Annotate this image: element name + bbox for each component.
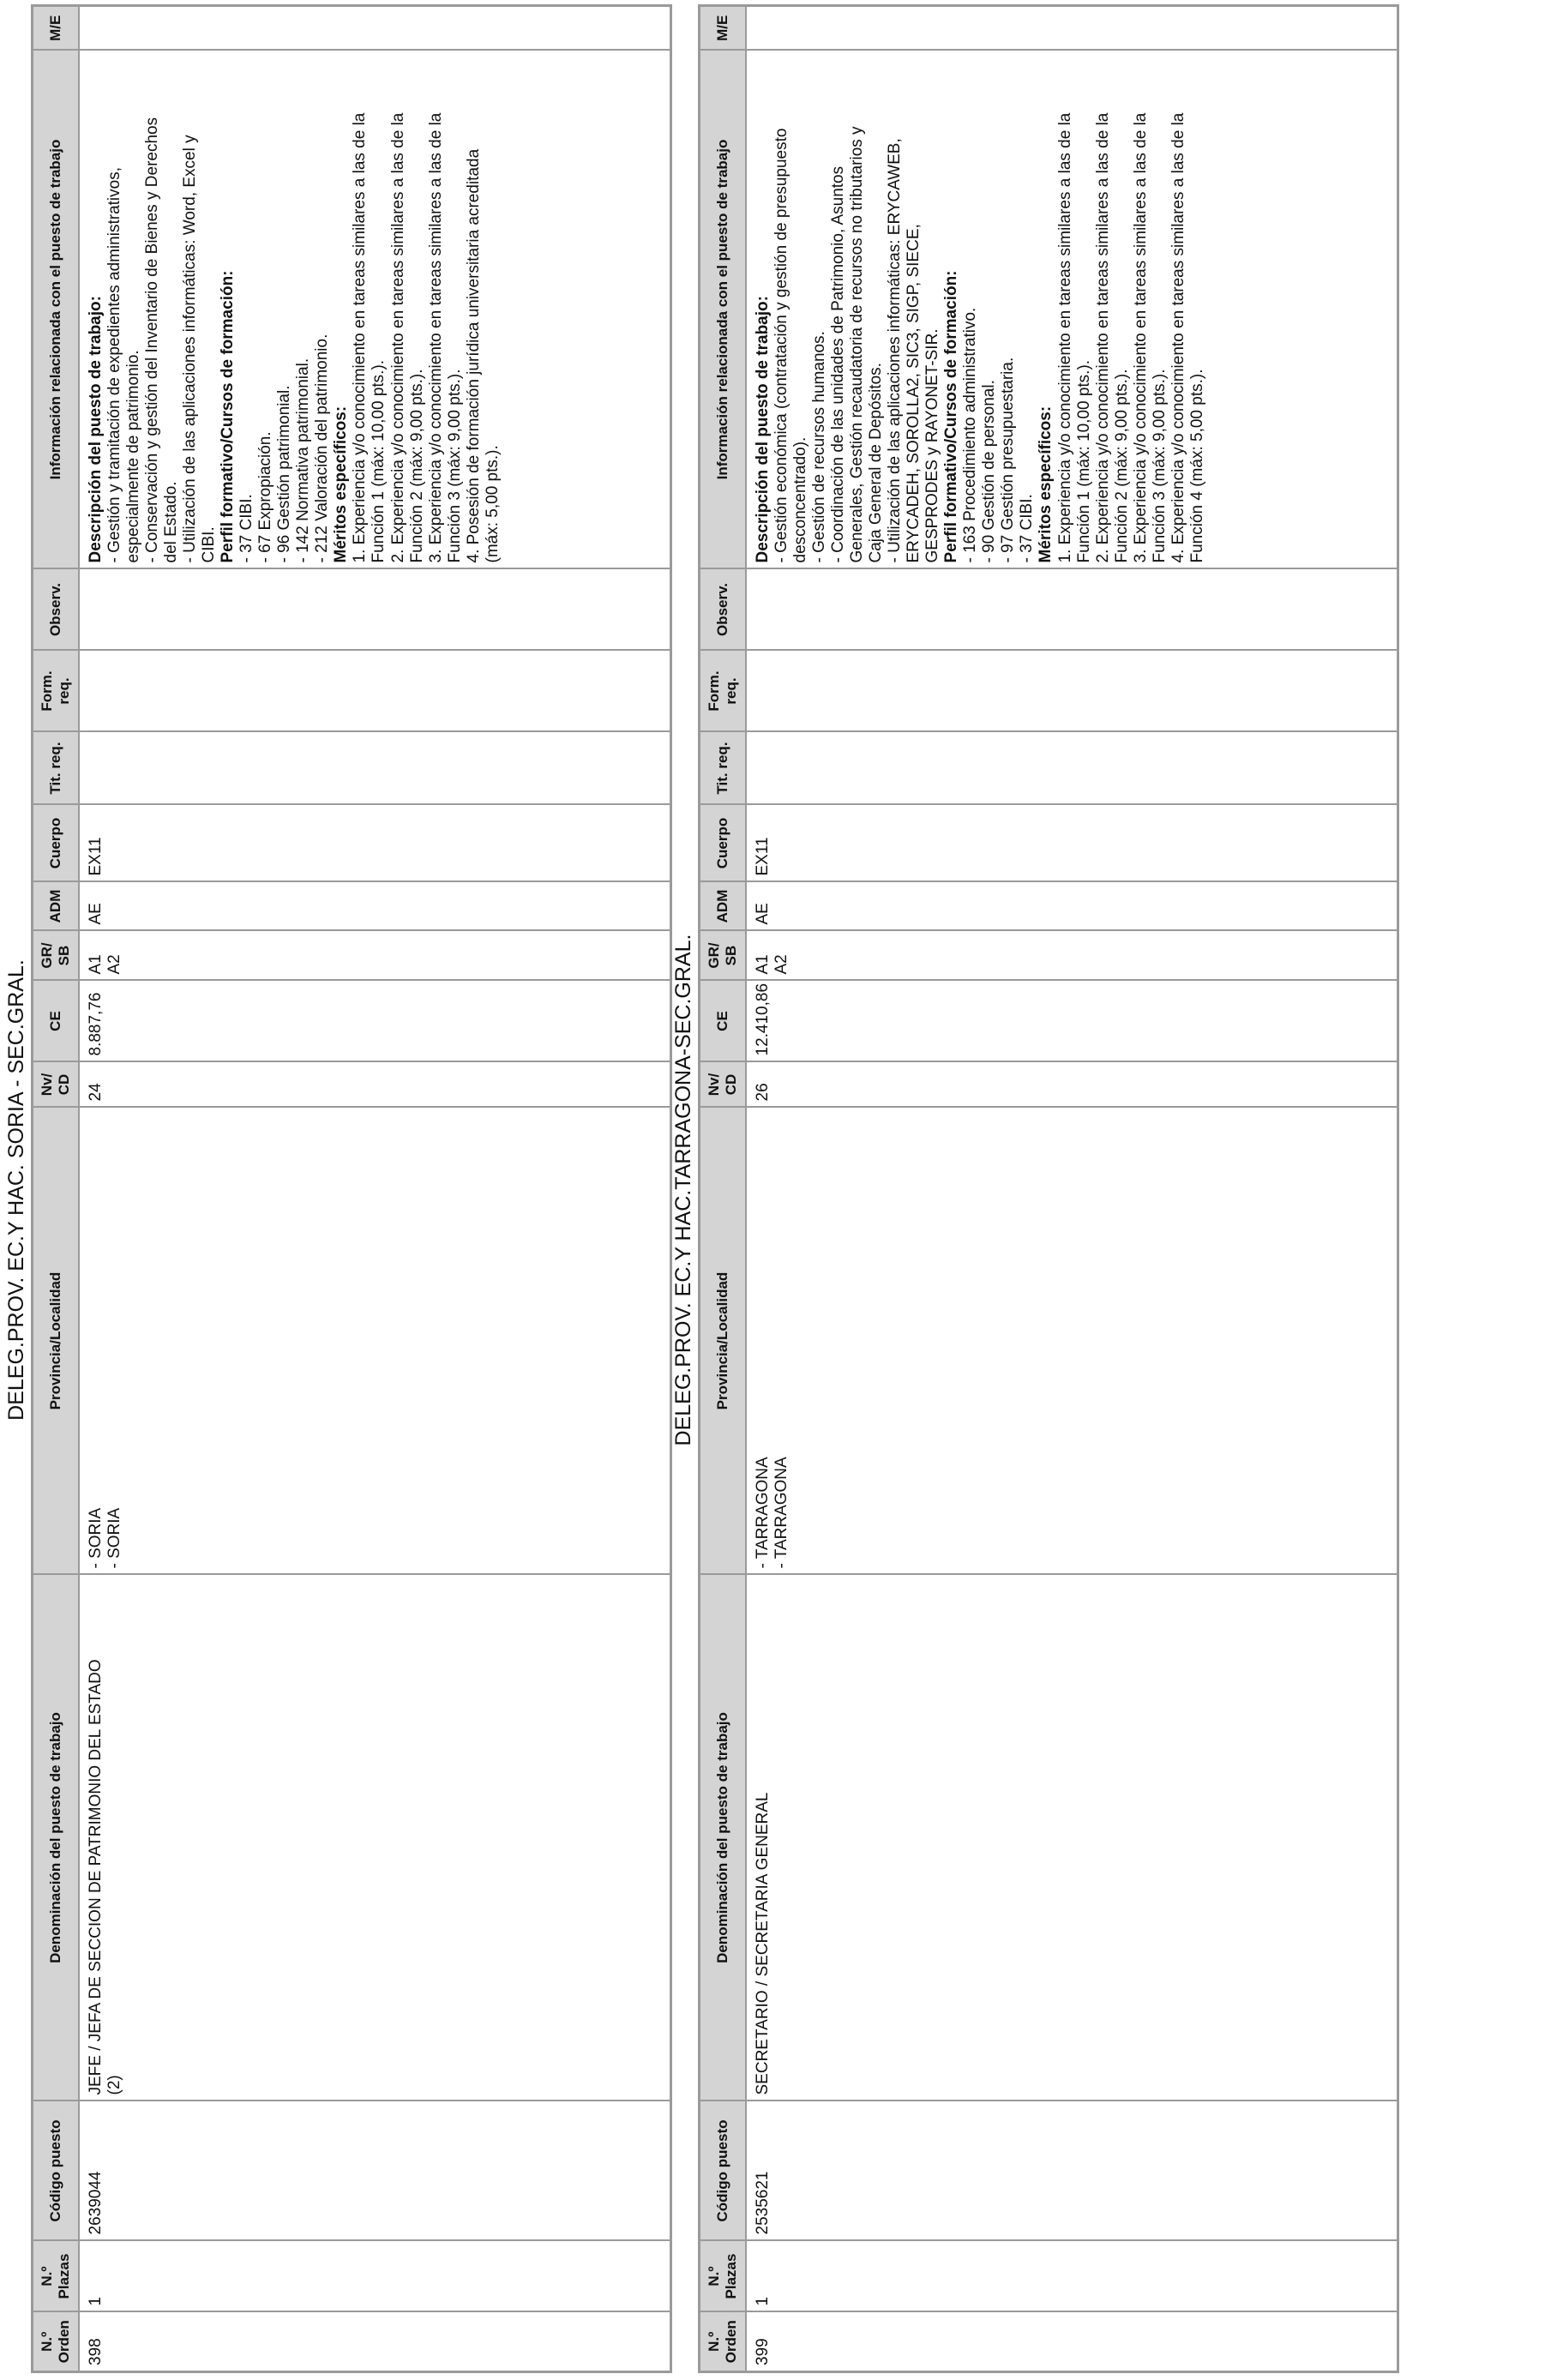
column-header: Form. req. <box>700 651 747 732</box>
info-line: - 96 Gestión patrimonial. <box>275 385 294 563</box>
info-line: - Coordinación de las unidades de Patrimonio, Asuntos <box>829 165 848 563</box>
observ-cell <box>746 569 1398 651</box>
form-req-cell <box>79 651 670 732</box>
column-header: GR/ SB <box>33 931 80 981</box>
info-cell <box>79 51 670 569</box>
info-line: - 142 Normativa patrimonial. <box>294 358 313 563</box>
denominacion-line: (2) <box>105 2075 124 2095</box>
info-line: Función 1 (máx: 10,00 pts.). <box>1074 359 1093 563</box>
column-header: ADM <box>33 882 80 931</box>
column-header: N.º Orden <box>33 2312 80 2372</box>
nivel-cell: 24 <box>79 1062 670 1108</box>
info-line: GESPRODES y RAYONET-SIR. <box>923 328 942 563</box>
header-row <box>33 6 80 2372</box>
tit-req-cell <box>746 732 1398 805</box>
adm-cell: AE <box>79 882 670 931</box>
info-line: (máx: 5,00 pts.). <box>483 445 502 563</box>
provincia-line: - TARRAGONA <box>754 1457 772 1569</box>
info-line: - Utilización de las aplicaciones informáticas: Word, Excel y <box>181 135 200 563</box>
info-line: ERYCADEH, SOROLLA2, SIC3, SIGP, SIECE, <box>905 224 923 563</box>
positions-table <box>31 4 672 2373</box>
column-header: CE <box>700 981 747 1062</box>
info-line: 4. Experiencia y/o conocimiento en tareas similares a las de la <box>1169 112 1187 563</box>
info-line: 2. Experiencia y/o conocimiento en tareas similares a las de la <box>1093 112 1112 563</box>
column-header: Código puesto <box>700 2101 747 2241</box>
plazas-cell: 1 <box>79 2241 670 2312</box>
column-header: GR/ SB <box>700 931 747 981</box>
positions-table <box>698 4 1399 2373</box>
ce-cell: 12.410,86 <box>746 981 1398 1062</box>
provincia-line: - TARRAGONA <box>772 1457 791 1569</box>
header-row <box>700 6 747 2372</box>
column-header: Provincia/Localidad <box>33 1108 80 1575</box>
plazas-cell: 1 <box>746 2241 1398 2312</box>
info-line: - Gestión de recursos humanos. <box>810 331 829 563</box>
info-line: - 67 Expropiación. <box>256 431 275 563</box>
column-header: Información relacionada con el puesto de trabajo <box>700 51 747 569</box>
grupo-line: A2 <box>772 954 791 975</box>
grupo-cell <box>746 931 1398 981</box>
section-title: DELEG.PROV. EC.Y HAC. SORIA - SEC.GRAL. <box>4 959 28 1421</box>
info-line: - 37 CIBI. <box>1018 494 1037 563</box>
info-heading: Descripción del puesto de trabajo: <box>754 296 772 563</box>
orden-cell: 399 <box>746 2312 1398 2372</box>
codigo-cell: 2535621 <box>746 2101 1398 2241</box>
me-cell <box>746 6 1398 51</box>
column-header: N.º Plazas <box>33 2241 80 2312</box>
info-heading: Descripción del puesto de trabajo: <box>87 296 105 563</box>
info-heading: Méritos específicos: <box>1037 406 1055 563</box>
denominacion-cell <box>746 1575 1398 2101</box>
info-line: - Utilización de las aplicaciones informáticas: ERYCAWEB, <box>886 138 905 563</box>
table-row <box>746 6 1398 2372</box>
info-line: especialmente de patrimonio. <box>124 350 143 563</box>
info-line: Función 2 (máx: 9,00 pts.). <box>1112 369 1131 563</box>
denominacion-line: SECRETARIO / SECRETARIA GENERAL <box>754 1792 772 2095</box>
tit-req-cell <box>79 732 670 805</box>
info-line: - 90 Gestión de personal. <box>980 380 999 563</box>
cuerpo-cell: EX11 <box>79 805 670 882</box>
provincia-cell <box>746 1108 1398 1575</box>
column-header: Denominación del puesto de trabajo <box>700 1575 747 2101</box>
column-header: Provincia/Localidad <box>700 1108 747 1575</box>
column-header: Tit. req. <box>33 732 80 805</box>
info-line: 4. Posesión de formación jurídica universitaria acreditada <box>464 148 483 563</box>
column-header: M/E <box>33 6 80 51</box>
column-header: Código puesto <box>33 2101 80 2241</box>
info-line: Función 1 (máx: 10,00 pts.). <box>370 359 388 563</box>
info-line: - 212 Valoración del patrimonio. <box>313 334 332 563</box>
grupo-line: A1 <box>87 954 105 975</box>
column-header: Información relacionada con el puesto de trabajo <box>33 51 80 569</box>
table-row <box>79 6 670 2372</box>
adm-cell: AE <box>746 882 1398 931</box>
info-line: 1. Experiencia y/o conocimiento en tareas similares a las de la <box>351 112 370 563</box>
info-line: Caja General de Depósitos. <box>867 363 886 563</box>
info-line: CIBI. <box>200 526 219 563</box>
column-header: N.º Orden <box>700 2312 747 2372</box>
info-line: - Gestión económica (contratación y gestión de presupuesto <box>772 128 791 563</box>
info-line: Generales, Gestión recaudatoria de recursos no tributarios y <box>848 126 867 563</box>
info-heading: Méritos específicos: <box>332 406 351 563</box>
info-line: - 163 Procedimiento administrativo. <box>961 307 980 563</box>
info-line: - Gestión y tramitación de expedientes administrativos, <box>105 167 124 563</box>
denominacion-line: JEFE / JEFA DE SECCION DE PATRIMONIO DEL ESTADO <box>87 1659 105 2095</box>
info-line: - Conservación y gestión del Inventario de Bienes y Derechos <box>143 117 162 563</box>
ce-cell: 8.887,76 <box>79 981 670 1062</box>
orden-cell: 398 <box>79 2312 670 2372</box>
column-header: Observ. <box>33 569 80 651</box>
column-header: Form. req. <box>33 651 80 732</box>
info-line: 1. Experiencia y/o conocimiento en tareas similares a las de la <box>1055 112 1074 563</box>
info-heading: Perfil formativo/Cursos de formación: <box>942 270 961 563</box>
column-header: Denominación del puesto de trabajo <box>33 1575 80 2101</box>
section-tarragona <box>669 7 1399 2373</box>
column-header: ADM <box>700 882 747 931</box>
column-header: Nv/ CD <box>700 1062 747 1108</box>
info-heading: Perfil formativo/Cursos de formación: <box>219 270 237 563</box>
info-line: desconcentrado). <box>791 436 810 563</box>
column-header: Nv/ CD <box>33 1062 80 1108</box>
info-line: Función 3 (máx: 9,00 pts.). <box>445 369 464 563</box>
nivel-cell: 26 <box>746 1062 1398 1108</box>
column-header: Cuerpo <box>700 805 747 882</box>
info-line: 3. Experiencia y/o conocimiento en tareas similares a las de la <box>1131 112 1150 563</box>
column-header: Cuerpo <box>33 805 80 882</box>
info-line: 2. Experiencia y/o conocimiento en tareas similares a las de la <box>388 112 407 563</box>
column-header: M/E <box>700 6 747 51</box>
info-line: Función 3 (máx: 9,00 pts.). <box>1150 369 1169 563</box>
grupo-line: A2 <box>105 954 124 975</box>
info-line: - 37 CIBI. <box>237 494 256 563</box>
info-line: del Estado. <box>162 481 181 563</box>
info-line: Función 4 (máx: 5,00 pts.). <box>1187 369 1206 563</box>
info-cell <box>746 51 1398 569</box>
column-header: CE <box>33 981 80 1062</box>
column-header: N.º Plazas <box>700 2241 747 2312</box>
codigo-cell: 2639044 <box>79 2101 670 2241</box>
cuerpo-cell: EX11 <box>746 805 1398 882</box>
provincia-line: - SORIA <box>87 1507 105 1569</box>
provincia-line: - SORIA <box>105 1507 124 1569</box>
denominacion-cell <box>79 1575 670 2101</box>
info-line: - 97 Gestión presupuestaria. <box>999 357 1018 563</box>
form-req-cell <box>746 651 1398 732</box>
me-cell <box>79 6 670 51</box>
grupo-line: A1 <box>754 954 772 975</box>
observ-cell <box>79 569 670 651</box>
column-header: Observ. <box>700 569 747 651</box>
info-line: 3. Experiencia y/o conocimiento en tareas similares a las de la <box>426 112 445 563</box>
provincia-cell <box>79 1108 670 1575</box>
column-header: Tit. req. <box>700 732 747 805</box>
grupo-cell <box>79 931 670 981</box>
section-soria <box>2 7 672 2373</box>
info-line: Función 2 (máx: 9,00 pts.). <box>407 369 426 563</box>
section-title: DELEG.PROV. EC.Y HAC.TARRAGONA-SEC.GRAL. <box>671 934 695 1446</box>
